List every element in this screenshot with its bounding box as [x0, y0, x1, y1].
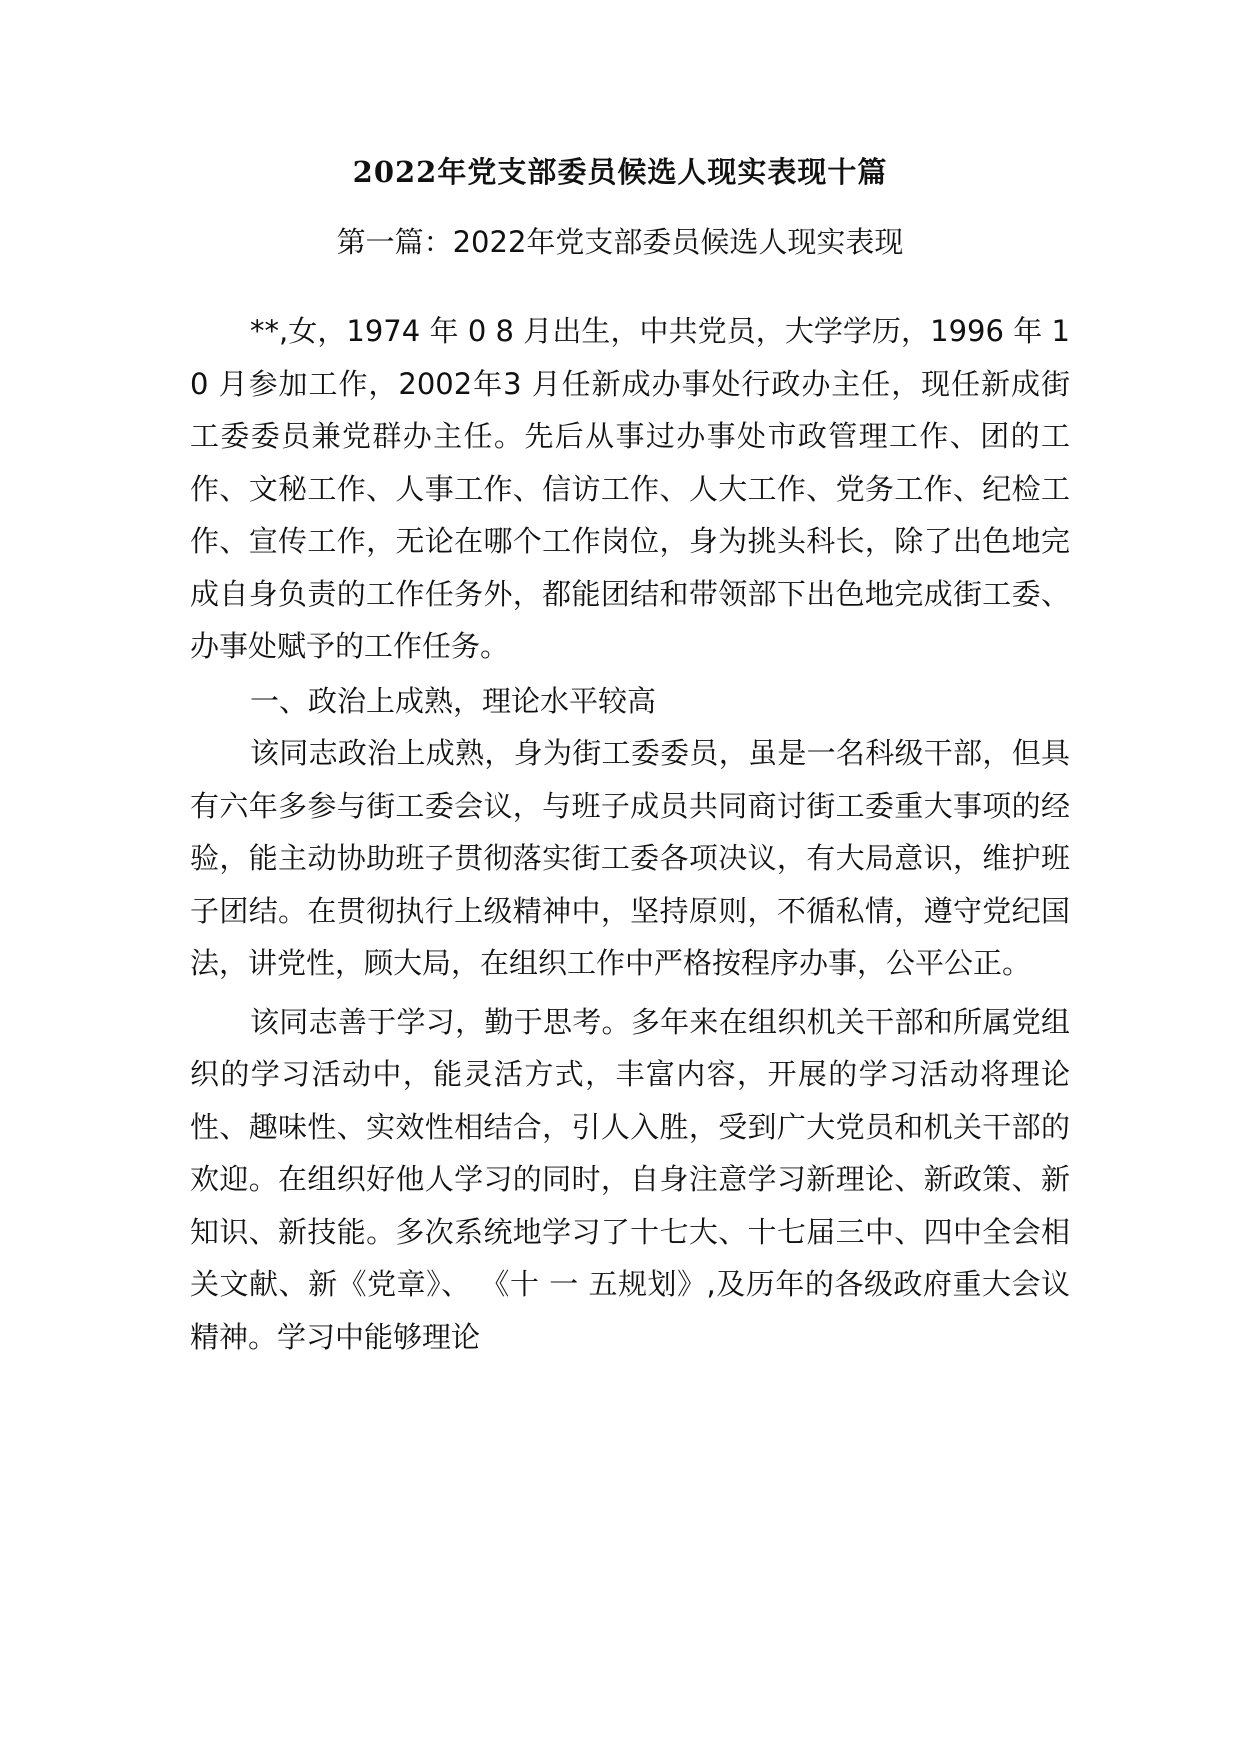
section-heading-1: 一、政治上成熟，理论水平较高	[250, 683, 657, 718]
paragraph-political: 该同志政治上成熟，身为街工委委员，虽是一名科级干部，但具有六年多参与街工委会议，与班子成员共同商讨街工委重大事项的经验，能主动协助班子贯彻落实街工委各项决议，有大局意识，维护班子团结。在贯彻执行上级精神中，坚持原则，不循私情，遵守党纪国法，讲党性，顾大局，在组织工作中严格按程序办事，公平公正。	[190, 736, 1070, 980]
document-title: 2022年党支部委员候选人现实表现十篇	[352, 155, 888, 189]
document-body	[190, 305, 1070, 1363]
paragraph-learning: 该同志善于学习，勤于思考。多年来在组织机关干部和所属党组织的学习活动中，能灵活方式，丰富内容，开展的学习活动将理论性、趣味性、实效性相结合，引人入胜，受到广大党员和机关干部的欢迎。在组织好他人学习的同时，自身注意学习新理论、新政策、新知识、新技能。多次系统地学习了十七大、十七届三中、四中全会相关文献、新《党章》、 《十 一 五规划》,及历年的各级政府重大会议精神。学习中能够理论	[190, 1004, 1070, 1354]
paragraph-biography: **,女，1974 年 0 8 月出生，中共党员，大学学历，1996 年 1 0 月参加工作，2002年3 月任新成办事处行政办主任，现任新成街工委委员兼党群办主任。先后从事过办事处市政管理工作、团的工作、文秘工作、人事工作、信访工作、人大工作、党务工作、纪检工作、宣传工作，无论在哪个工作岗位，身为挑头科长，除了出色地完成自身负责的工作任务外，都能团结和带领部下出色地完成街工委、办事处赋予的工作任务。	[190, 314, 1070, 663]
document-subtitle: 第一篇：2022年党支部委员候选人现实表现	[336, 225, 904, 259]
